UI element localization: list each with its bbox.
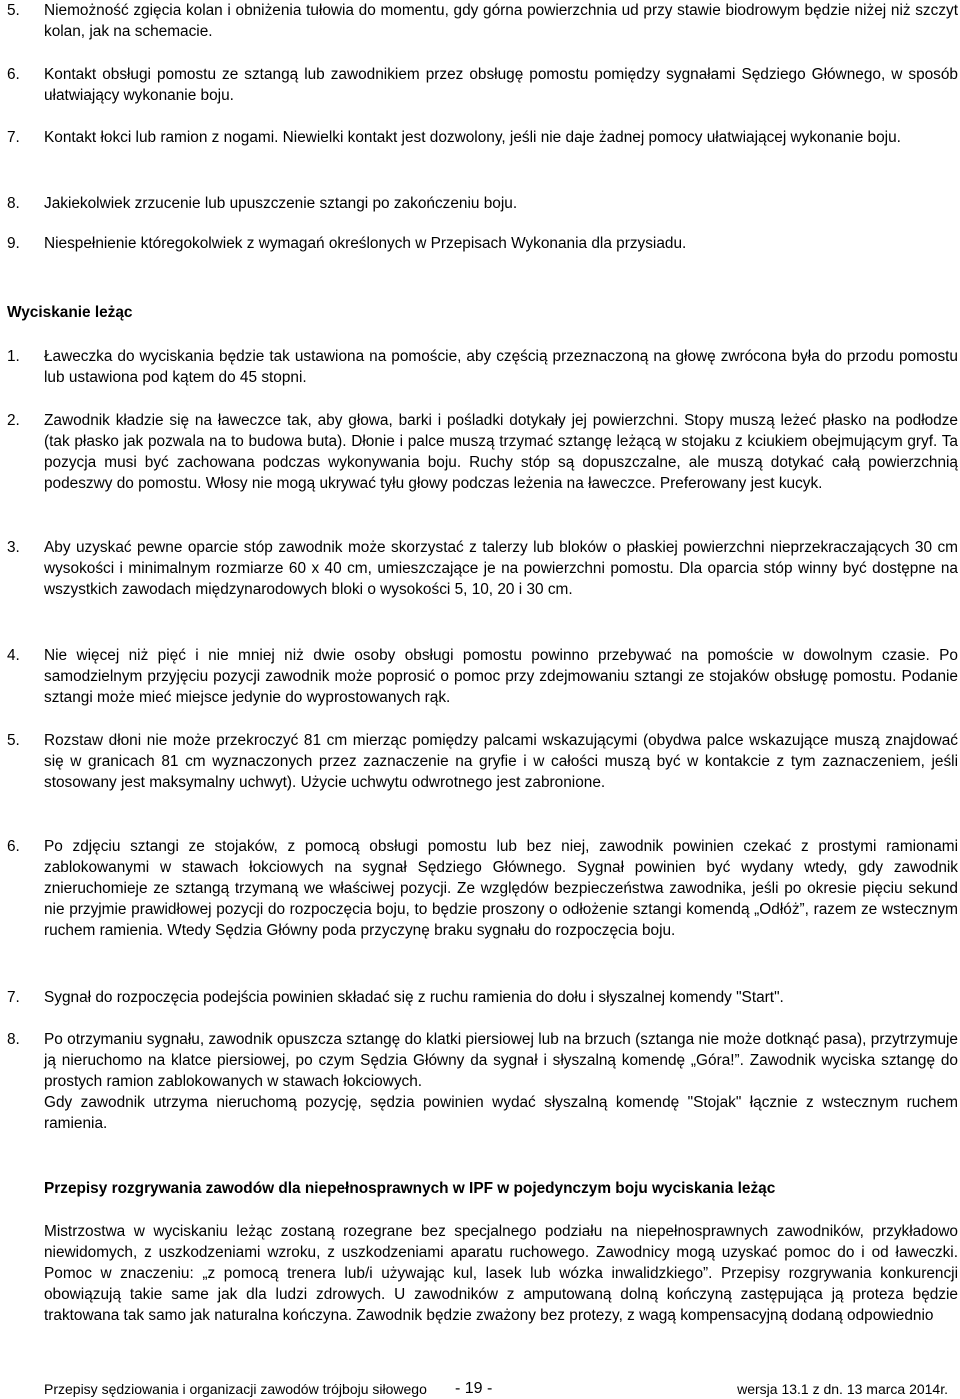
paragraph-heading: Przepisy rozgrywania zawodów dla niepełnosprawnych w IPF w pojedynczym boju wyciskania leżąc (44, 1180, 776, 1197)
list-number: 7. (7, 989, 20, 1006)
list-number: 4. (7, 647, 20, 664)
list-text: Kontakt obsługi pomostu ze sztangą lub zawodnikiem przez obsługę pomostu pomiędzy sygnałami Sędziego Głównego, w sposób ułatwiający wykonanie boju. (44, 66, 958, 104)
list-text-continued: Gdy zawodnik utrzyma nieruchomą pozycję, sędzia powinien wydać słyszalną komendę "Stojak" łącznie z wstecznym ruchem ramienia. (44, 1094, 958, 1132)
list-text: Nie więcej niż pięć i nie mniej niż dwie osoby obsługi pomostu powinno przebywać na pomoście w dowolnym czasie. Po samodzielnym przyjęciu pozycji zawodnik może poprosić o pomoc przy zdejmowaniu sztangi ze stojaków obsługę pomostu. Podanie sztangi może mieć miejsce jedynie do wyprostowanych rąk. (44, 647, 958, 706)
list-text: Rozstaw dłoni nie może przekroczyć 81 cm mierząc pomiędzy palcami wskazującymi (obydwa palce wskazujące muszą znajdować się w granicach 81 cm wyznaczonych przez zaznaczenie na gryfie i w całości muszą być w kontakcie z tym zaznaczeniem, jeśli stosowany jest maksymalny uchwyt). Użycie uchwytu odwrotnego jest zabronione. (44, 732, 958, 791)
list-text: Niemożność zgięcia kolan i obniżenia tułowia do momentu, gdy górna powierzchnia ud przy stawie biodrowym będzie niżej niż szczyt kolan, jak na schemacie. (44, 2, 958, 40)
section-heading: Wyciskanie leżąc (7, 304, 133, 321)
list-text: Jakiekolwiek zrzucenie lub upuszczenie sztangi po zakończeniu boju. (44, 195, 518, 212)
list-number: 6. (7, 838, 20, 855)
list-text: Po otrzymaniu sygnału, zawodnik opuszcza sztangę do klatki piersiowej lub na brzuch (sztanga nie może dotknąć pasa), przytrzymuje ją nieruchomo na klatce piersiowej, po czym Sędzia Główny da sygnał i słyszalną komendę „Góra!”. Zawodnik wyciska sztangę do prostych ramion zablokowanych w stawach łokciowych. (44, 1031, 958, 1090)
list-text: Kontakt łokci lub ramion z nogami. Niewielki kontakt jest dozwolony, jeśli nie daje żadnej pomocy ułatwiającej wykonanie boju. (44, 129, 901, 146)
footer-version: wersja 13.1 z dn. 13 marca 2014r. (737, 1381, 948, 1397)
list-text: Aby uzyskać pewne oparcie stóp zawodnik może skorzystać z talerzy lub bloków o płaskiej powierzchni nieprzekraczających 30 cm wysokości i minimalnym rozmiarze 60 x 40 cm, umieszczające je na powierzchni pomostu. Dla oparcia stóp winny być dostępne na wszystkich zawodach międzynarodowych bloki o wysokości 5, 10, 20 i 30 cm. (44, 539, 958, 598)
list-number: 5. (7, 732, 20, 749)
list-text: Sygnał do rozpoczęcia podejścia powinien składać się z ruchu ramienia do dołu i słyszalnej komendy "Start". (44, 989, 784, 1006)
list-number: 1. (7, 348, 20, 365)
list-number: 7. (7, 129, 20, 146)
list-number: 2. (7, 412, 20, 429)
list-text: Ławeczka do wyciskania będzie tak ustawiona na pomoście, aby częścią przeznaczoną na głowę zwrócona była do przodu pomostu lub ustawiona pod kątem do 45 stopni. (44, 348, 958, 386)
footer-title: Przepisy sędziowania i organizacji zawodów trójboju siłowego (44, 1381, 427, 1397)
paragraph-text: Mistrzostwa w wyciskaniu leżąc zostaną rozegrane bez specjalnego podziału na niepełnosprawnych zawodników, przykładowo niewidomych, z uszkodzeniami wzroku, z uszkodzeniami aparatu ruchowego. Zawodnicy mogą uzyskać pomoc do i od ławeczki. Pomoc w znaczeniu: „z pomocą trenera lub/i używając kul, lasek lub wózka inwalidzkiego”. Przepisy rozgrywania konkurencji obowiązują takie same jak dla ludzi zdrowych. U zawodników z amputowaną dolną kończyną zastępująca ją proteza będzie traktowana tak samo jak naturalna kończyna. Zawodnik będzie zważony bez protezy, z wagą kompensacyjną dodaną odpowiednio (44, 1223, 958, 1324)
list-number: 3. (7, 539, 20, 556)
list-text: Zawodnik kładzie się na ławeczce tak, aby głowa, barki i pośladki dotykały jej powierzchni. Stopy muszą leżeć płasko na podłodze (tak płasko jak pozwala na to budowa buta). Dłonie i palce muszą trzymać sztangę leżącą w stojaku z kciukiem obejmującym gryf. Ta pozycja musi być zachowana podczas wykonywania boju. Ruchy stóp są dopuszczalne, ale muszą dotykać całą powierzchnią podeszwy do pomostu. Włosy nie mogą ukrywać tyłu głowy podczas leżenia na ławeczce. Preferowany jest kucyk. (44, 412, 958, 492)
list-text: Po zdjęciu sztangi ze stojaków, z pomocą obsługi pomostu lub bez niej, zawodnik powinien czekać z prostymi ramionami zablokowanymi w stawach łokciowych na sygnał Sędziego Głównego. Sygnał powinien być wydany wtedy, gdy zawodnik znieruchomieje ze sztangą trzymaną we właściwej pozycji. Ze względów bezpieczeństwa zawodnika, jeśli po okresie pięciu sekund nie przyjmie prawidłowej pozycji do rozpoczęcia boju, to będzie proszony o odłożenie sztangi komendą „Odłóż”, razem ze wstecznym ruchem ramienia. Wtedy Sędzia Główny poda przyczynę braku sygnału do rozpoczęcia boju. (44, 838, 958, 939)
list-number: 8. (7, 1031, 20, 1048)
list-number: 8. (7, 195, 20, 212)
list-number: 6. (7, 66, 20, 83)
list-number: 9. (7, 235, 20, 252)
list-number: 5. (7, 2, 20, 19)
page-number: - 19 - (455, 1380, 493, 1397)
list-text: Niespełnienie któregokolwiek z wymagań określonych w Przepisach Wykonania dla przysiadu. (44, 235, 687, 252)
